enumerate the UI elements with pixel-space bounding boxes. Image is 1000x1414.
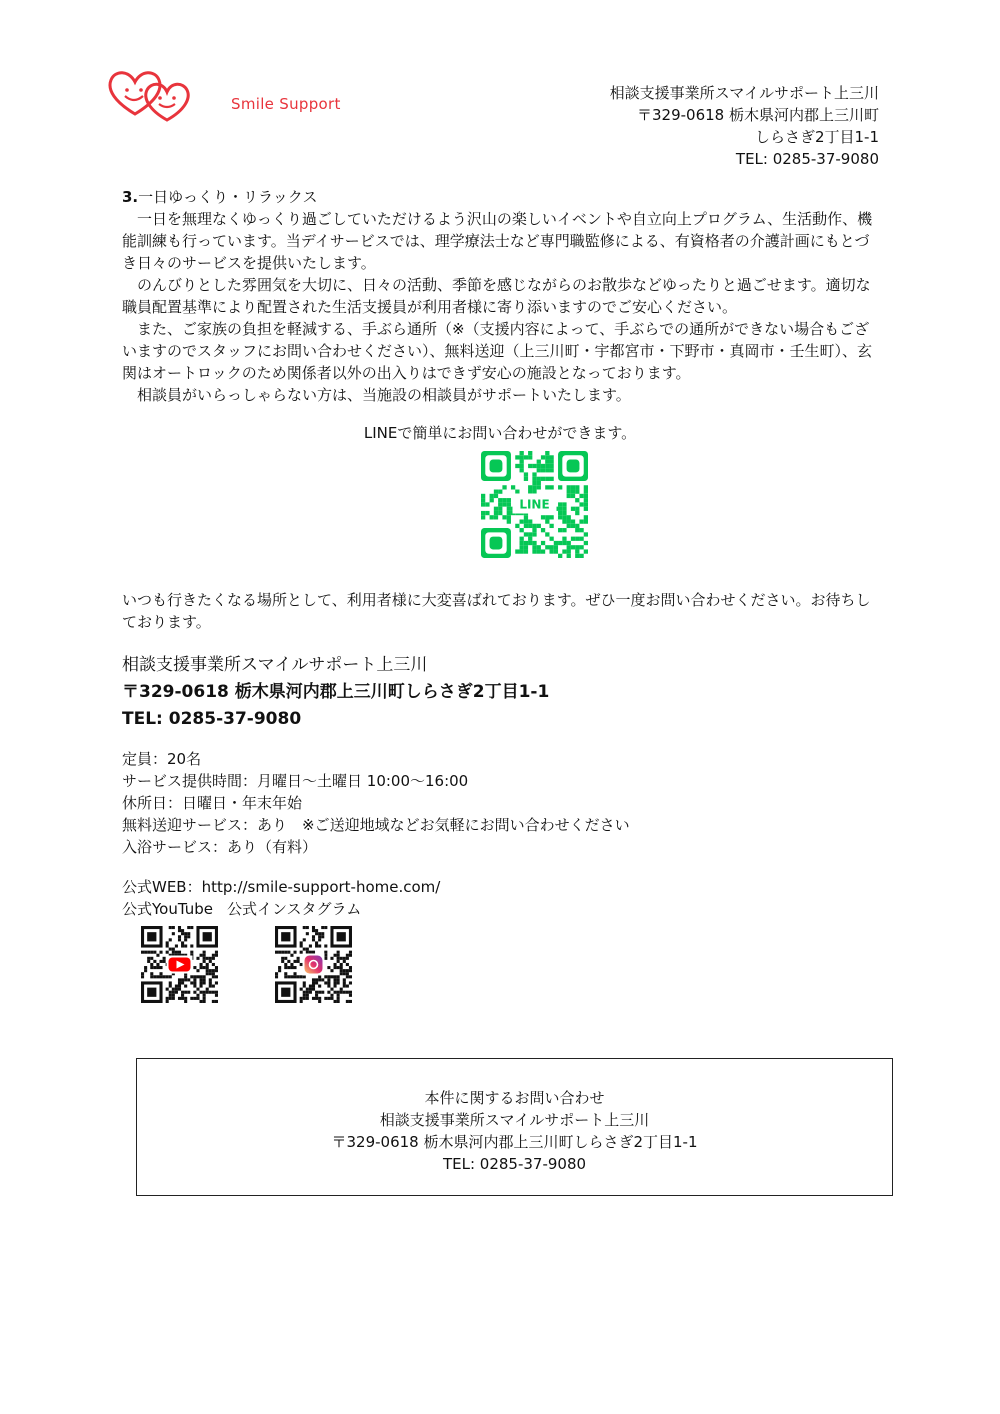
official-web-link[interactable]: 公式WEB：http://smile-support-home.com/ bbox=[122, 878, 441, 896]
header-phone: TEL: 0285-37-9080 bbox=[735, 150, 879, 168]
contact-name: 相談支援事業所スマイルサポート上三川 bbox=[379, 1111, 650, 1129]
section-relax bbox=[122, 186, 882, 406]
section-number: 3. bbox=[122, 188, 139, 206]
section-title: 一日ゆっくり・リラックス bbox=[138, 188, 318, 206]
office-phone: TEL: 0285-37-9080 bbox=[122, 709, 302, 729]
detail-hours: サービス提供時間：月曜日～土曜日 10:00～16:00 bbox=[122, 772, 469, 790]
detail-holidays: 休所日：日曜日・年末年始 bbox=[122, 794, 303, 812]
welcome-paragraph: いつも行きたくなる場所として、利用者様に大変喜ばれております。ぜひ一度お問い合わせください。お待ちしております。 bbox=[122, 591, 871, 631]
service-details bbox=[122, 748, 630, 858]
official-links bbox=[122, 876, 440, 920]
heart-logo-icon bbox=[105, 62, 225, 127]
instagram-icon bbox=[305, 956, 323, 974]
youtube-label: 公式YouTube bbox=[122, 900, 213, 918]
detail-transport: 無料送迎サービス：あり ※ご送迎地域などお気軽にお問い合わせください bbox=[122, 816, 630, 834]
contact-box bbox=[136, 1058, 893, 1196]
youtube-qr-code[interactable] bbox=[141, 926, 218, 1003]
header-street-address: しらさぎ2丁目1-1 bbox=[754, 128, 879, 146]
line-qr-code[interactable] bbox=[481, 451, 588, 558]
logo-text: Smile Support bbox=[231, 95, 341, 113]
detail-capacity: 定員：20名 bbox=[122, 750, 202, 768]
section-paragraph-4: 相談員がいらっしゃらない方は、当施設の相談員がサポートいたします。 bbox=[122, 386, 631, 404]
line-caption: LINEで簡単にお問い合わせができます。 bbox=[363, 424, 637, 442]
office-info bbox=[122, 652, 549, 733]
instagram-qr-code[interactable] bbox=[275, 926, 352, 1003]
section-paragraph-3: また、ご家族の負担を軽減する、手ぶら通所（※（支援内容によって、手ぶらでの通所ができない場合もございますのでスタッフにお問い合わせください）、無料送迎（上三川町・宇都宮市・下野市・真岡市・壬生町）、玄関はオートロックのため関係者以外の出入りはできず安心の施設となっております。 bbox=[122, 320, 873, 382]
contact-address: 〒329-0618 栃木県河内郡上三川町しらさぎ2丁目1-1 bbox=[331, 1133, 698, 1151]
section-paragraph-2: のんびりとした雰囲気を大切に、日々の活動、季節を感じながらのお散歩などゆったりと過ごせます。適切な職員配置基準により配置された生活支援員が利用者様に寄り添いますのでご安心ください。 bbox=[122, 276, 871, 316]
company-logo bbox=[105, 62, 345, 132]
detail-bath: 入浴サービス：あり（有料） bbox=[122, 838, 318, 856]
header-postal-address: 〒329-0618 栃木県河内郡上三川町 bbox=[637, 106, 879, 124]
contact-phone: TEL: 0285-37-9080 bbox=[442, 1155, 587, 1173]
header-address bbox=[610, 82, 879, 170]
welcome-text bbox=[122, 589, 882, 633]
header-office-name: 相談支援事業所スマイルサポート上三川 bbox=[609, 84, 879, 102]
contact-title: 本件に関するお問い合わせ bbox=[424, 1089, 605, 1107]
office-name: 相談支援事業所スマイルサポート上三川 bbox=[122, 655, 428, 675]
section-heading bbox=[122, 186, 882, 208]
section-paragraph-1: 一日を無理なくゆっくり過ごしていただけるよう沢山の楽しいイベントや自立向上プログラム、生活動作、機能訓練も行っています。当デイサービスでは、理学療法士など専門職監修による、有資格者の介護計画にもとづき日々のサービスを提供いたします。 bbox=[122, 210, 873, 272]
instagram-label: 公式インスタグラム bbox=[227, 900, 362, 918]
line-qr-label: LINE bbox=[519, 497, 550, 512]
office-address: 〒329-0618 栃木県河内郡上三川町しらさぎ2丁目1-1 bbox=[122, 682, 550, 702]
